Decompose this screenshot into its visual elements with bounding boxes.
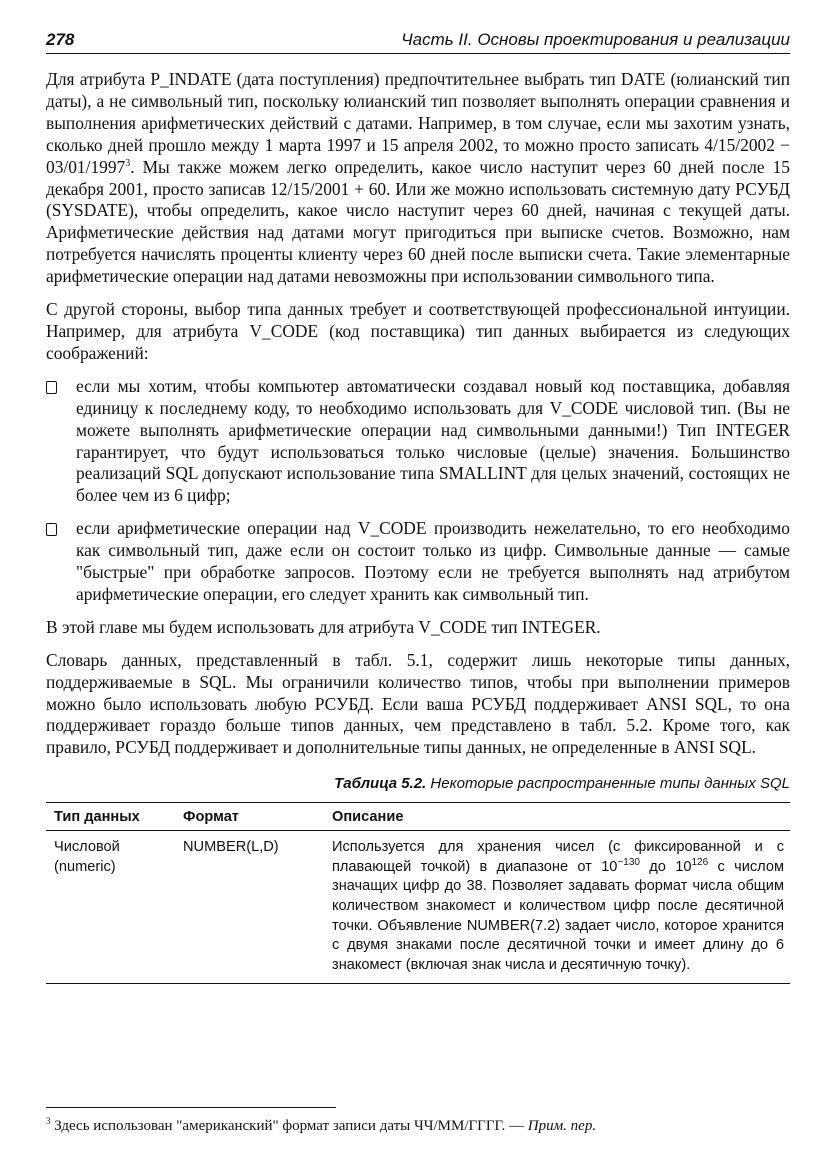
column-header: Описание (324, 803, 790, 831)
table-caption-label: Таблица 5.2. (334, 775, 427, 793)
format-cell: NUMBER(L,D) (175, 831, 324, 984)
footnote-divider (46, 1107, 336, 1108)
data-types-table (46, 802, 790, 984)
running-header (46, 30, 790, 54)
table-caption (46, 775, 790, 792)
bullet-list (46, 376, 790, 606)
footnote-ref: 3 (125, 157, 131, 169)
table-caption-text: Некоторые распространенные типы данных SQL (430, 775, 790, 793)
table-header-row (46, 803, 790, 831)
checkbox-bullet-icon (46, 381, 57, 394)
paragraph-text: . Мы также можем легко определить, какое число наступит через 60 дней после 15 декабря 2001, просто записав 12/15/2001 + 60. Или же можно использовать системную дату РСУБД (SYSDATE), чтобы определить, какое число наступит через 60 дней, начиная с текущей даты. Арифметические действия над датами могут пригодиться при выписке счетов. Возможно, нам потребуется начислять проценты клиенту через 60 дней после выписки счета. Такие элементарные арифметические операции над датами невозможны при использовании символьного типа. (46, 156, 790, 287)
footnote-note: Прим. пер. (527, 1118, 597, 1134)
exponent: 126 (691, 857, 709, 869)
paragraph-text: Для атрибута P_INDATE (дата поступления) предпочтительнее выбрать тип DATE (юлианский тип даты), а не символьный тип, поскольку юлианский тип позволяет выполнять операции сравнения и выполнения арифметических действий с датами. Например, в том случае, если мы захотим узнать, сколько дней прошло между 1 марта 1997 и 15 апреля 2002, то можно просто записать 4/15/2002 − 03/01/1997 (46, 69, 790, 177)
paragraph (46, 69, 790, 288)
description-text: до 10 (639, 858, 692, 875)
type-cell: Числовой (numeric) (46, 831, 175, 984)
list-item (46, 518, 790, 606)
column-header: Формат (175, 803, 324, 831)
page-number: 278 (46, 30, 75, 49)
table-row (46, 831, 790, 984)
checkbox-bullet-icon (46, 523, 57, 536)
footnote-text: Здесь использован "американский" формат записи даты ЧЧ/ММ/ГГГГ. — (50, 1118, 528, 1134)
footnote-marker: 3 (46, 1116, 51, 1126)
exponent: −130 (617, 857, 640, 869)
column-header: Тип данных (46, 803, 175, 831)
body-text (46, 69, 790, 759)
paragraph: С другой стороны, выбор типа данных требует и соответствующей профессиональной интуиции. Например, для атрибута V_CODE (код поставщика) тип данных выбирается из следующих соображений: (46, 299, 790, 363)
running-title: Часть II. Основы проектирования и реализации (401, 30, 790, 49)
list-item-text: если арифметические операции над V_CODE производить нежелательно, то его необходимо как символьный тип, даже если он состоит только из цифр. Символьные данные — самые "быстрые" при обработке запросов. Поэтому если не требуется выполнять над атрибутом арифметические операции, его следует хранить как символьный тип. (76, 518, 790, 604)
description-text: с числом значащих цифр до 38. Позволяет задавать формат числа общим количеством знакомест и количеством цифр после десятичной точки. Объявление NUMBER(7.2) задает число, которое хранится с двумя знаками после десятичной точки и имеет длину до 6 знакомест (включая знак числа и десятичную точку). (332, 858, 784, 973)
page (46, 30, 790, 984)
list-item-text: если мы хотим, чтобы компьютер автоматически создавал новый код поставщика, добавляя единицу к последнему коду, то необходимо использовать для V_CODE числовой тип. (Вы не можете выполнять арифметические операции над символьными данными!) Тип INTEGER гарантирует, что будут использоваться только числовые (целые) значения. Большинство реализаций SQL допускают использование типа SMALLINT для целых значений, состоящих не более чем из 6 цифр; (76, 375, 790, 506)
description-cell (324, 831, 790, 984)
description-text: Используется для хранения чисел (с фиксированной и с плавающей точкой) в диапазоне от 10 (332, 839, 784, 875)
paragraph: В этой главе мы будем использовать для атрибута V_CODE тип INTEGER. (46, 616, 601, 637)
list-item (46, 376, 790, 507)
footnote (46, 1118, 790, 1135)
paragraph: Словарь данных, представленный в табл. 5.1, содержит лишь некоторые типы данных, поддерживаемые в SQL. Мы ограничили количество типов, чтобы при выполнении примеров можно было использовать любую РСУБД. Если ваша РСУБД поддерживает ANSI SQL, то она поддерживает гораздо больше типов данных, чем представлено в табл. 5.2. Кроме того, как правило, РСУБД поддерживает и дополнительные типы данных, не определенные в ANSI SQL. (46, 649, 790, 758)
